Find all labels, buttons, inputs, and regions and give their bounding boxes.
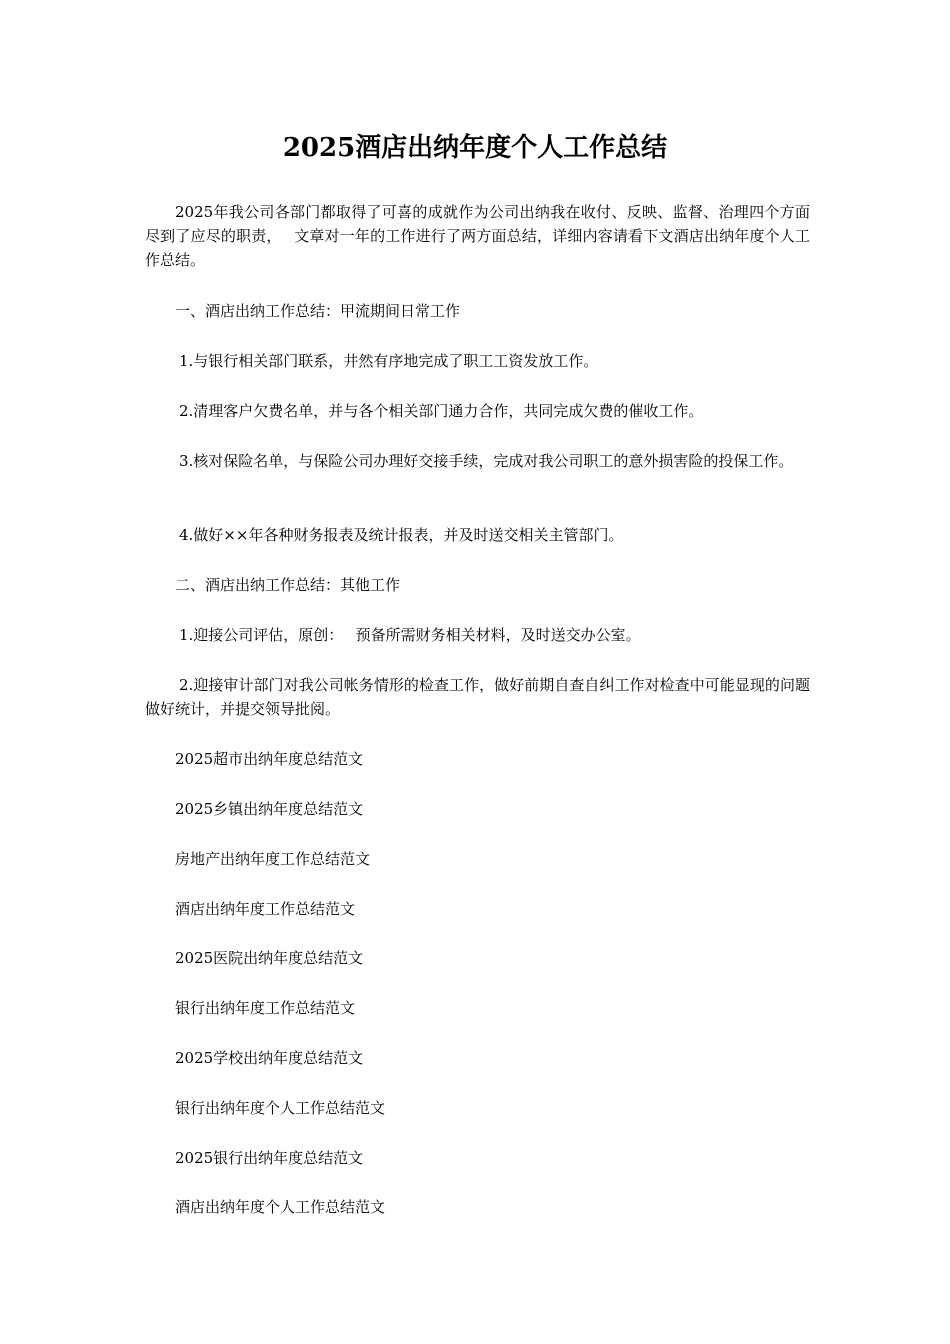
section-1-item-2: 2.清理客户欠费名单，并与各个相关部门通力合作，共同完成欠费的催收工作。 (179, 402, 704, 420)
section-1-item-4: 4.做好××年各种财务报表及统计报表，并及时送交相关主管部门。 (179, 526, 624, 544)
section-2-item-1: 1.迎接公司评估，原创： 预备所需财务相关材料，及时送交办公室。 (179, 626, 641, 644)
section-2-heading: 二、酒店出纳工作总结：其他工作 (175, 576, 401, 594)
related-link[interactable]: 银行出纳年度个人工作总结范文 (175, 1099, 386, 1117)
related-link[interactable]: 酒店出纳年度工作总结范文 (175, 900, 356, 918)
related-link[interactable]: 房地产出纳年度工作总结范文 (175, 850, 371, 868)
related-link[interactable]: 2025医院出纳年度总结范文 (175, 949, 364, 967)
related-link[interactable]: 银行出纳年度工作总结范文 (175, 999, 356, 1017)
related-link[interactable]: 2025学校出纳年度总结范文 (175, 1049, 364, 1067)
section-1-item-3: 3.核对保险名单，与保险公司办理好交接手续，完成对我公司职工的意外损害险的投保工作。 (179, 452, 794, 470)
section-2-item-2: 2.迎接审计部门对我公司帐务情形的检查工作，做好前期自查自纠工作对检查中可能显现的问题做好统计，并提交领导批阅。 (145, 676, 810, 718)
related-link[interactable]: 酒店出纳年度个人工作总结范文 (175, 1198, 386, 1216)
page-title: 2025酒店出纳年度个人工作总结 (282, 133, 668, 163)
related-link[interactable]: 2025超市出纳年度总结范文 (175, 750, 364, 768)
section-1-heading: 一、酒店出纳工作总结：甲流期间日常工作 (175, 302, 461, 320)
related-link[interactable]: 2025乡镇出纳年度总结范文 (175, 800, 364, 818)
intro-paragraph: 2025年我公司各部门都取得了可喜的成就作为公司出纳我在收付、反映、监督、治理四个方面尽到了应尽的职责， 文章对一年的工作进行了两方面总结，详细内容请看下文酒店出纳年度个人工作总结。 (145, 203, 810, 269)
section-1-item-1: 1.与银行相关部门联系，井然有序地完成了职工工资发放工作。 (179, 352, 599, 370)
related-link[interactable]: 2025银行出纳年度总结范文 (175, 1149, 364, 1167)
